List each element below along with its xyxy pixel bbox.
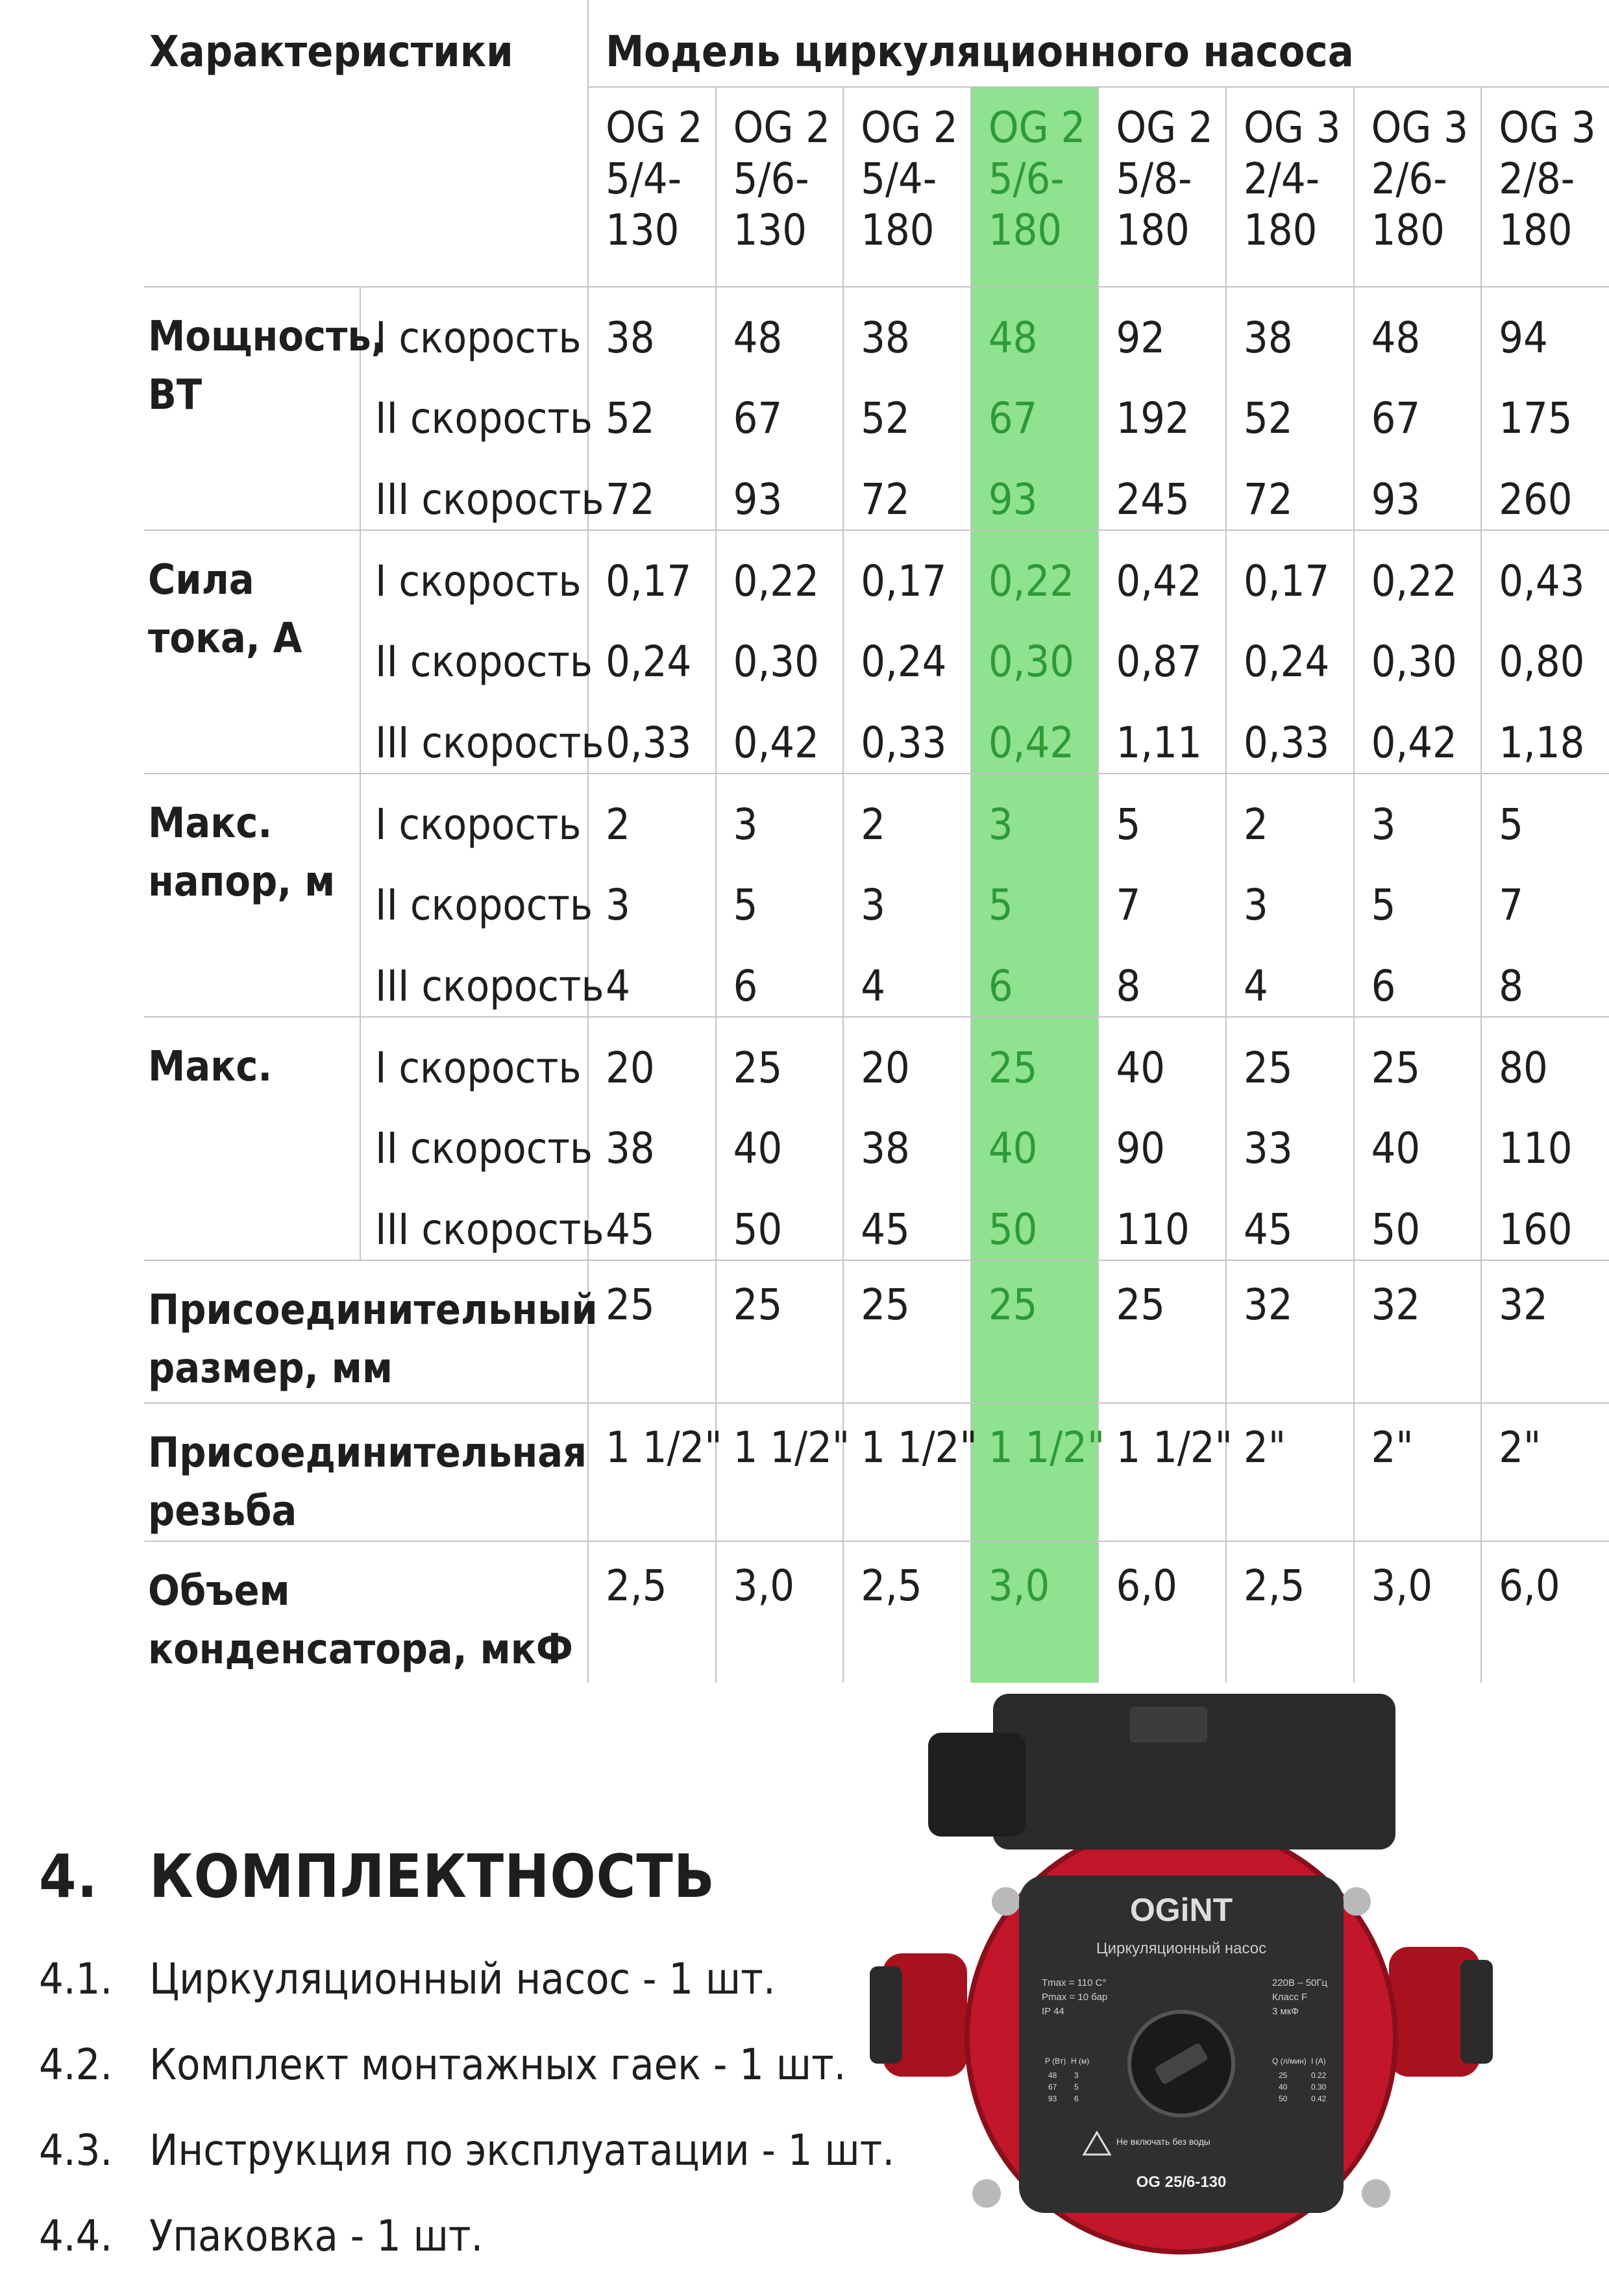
pump-label-r1-h: 3 [1074, 2071, 1079, 2080]
speed-label: I скорость [360, 1017, 588, 1098]
list-item-number: 4.4. [39, 2211, 113, 2261]
row-label: Объем конденсатора, мкФ [144, 1541, 588, 1683]
pump-subtitle: Циркуляционный насос [1096, 1940, 1267, 1957]
table-cell: 45 [843, 1179, 971, 1260]
table-cell: 67 [716, 368, 844, 449]
pump-label-h-h: H (м) [1071, 2057, 1090, 2066]
pump-spec-right-1: 220В – 50Гц [1272, 1977, 1328, 1988]
table-cell: 3 [588, 855, 716, 936]
group-label: Мощность, ВТ [144, 287, 360, 530]
pump-label-h-q: Q (л/мин) [1272, 2057, 1307, 2066]
table-row [144, 1403, 1609, 1541]
table-cell: 93 [1354, 449, 1482, 530]
table-cell: 0,22 [716, 530, 844, 611]
table-cell: 175 [1481, 368, 1609, 449]
table-row [144, 936, 1609, 1017]
table-cell: 4 [843, 936, 971, 1017]
speed-label: II скорость [360, 611, 588, 692]
table-cell: 25 [716, 1260, 844, 1403]
group-label: Макс. напор, м [144, 774, 360, 1017]
table-cell: 38 [843, 287, 971, 368]
pump-label-r3-h: 6 [1074, 2094, 1079, 2103]
table-cell: 1 1/2" [588, 1403, 716, 1541]
row-label: Присоединительный размер, мм [144, 1260, 588, 1403]
table-cell: 48 [971, 287, 1099, 368]
model-name: OG 25/6-180 [988, 103, 1086, 256]
list-item [39, 2210, 894, 2296]
pump-label-r1-q: 25 [1279, 2071, 1288, 2080]
model-name: OG 25/8-180 [1116, 103, 1213, 256]
table-cell: 0,17 [843, 530, 971, 611]
table-cell: 38 [588, 287, 716, 368]
table-cell: 45 [588, 1179, 716, 1260]
table-row [144, 368, 1609, 449]
table-cell: 0,30 [716, 611, 844, 692]
table-cell: 52 [1226, 368, 1354, 449]
table-cell: 7 [1098, 855, 1226, 936]
table-cell: 2,5 [843, 1541, 971, 1683]
table-cell: 0,42 [971, 692, 1099, 774]
model-header-2 [716, 87, 844, 287]
model-name: OG 32/4-180 [1244, 103, 1341, 256]
pump-image [870, 1661, 1493, 2245]
table-cell: 0,42 [716, 692, 844, 774]
table-row [144, 855, 1609, 936]
table-cell: 25 [971, 1017, 1099, 1098]
table-cell: 6,0 [1481, 1541, 1609, 1683]
table-cell: 3 [971, 774, 1099, 855]
table-cell: 0,24 [588, 611, 716, 692]
list-item-text: Упаковка - 1 шт. [149, 2211, 484, 2261]
table-cell: 38 [1226, 287, 1354, 368]
table-cell: 4 [1226, 936, 1354, 1017]
table-cell: 245 [1098, 449, 1226, 530]
group-label: Сила тока, А [144, 530, 360, 774]
table-cell: 2" [1354, 1403, 1482, 1541]
list-item-number: 4.2. [39, 2040, 113, 2090]
list-item-number: 4.1. [39, 1954, 113, 2004]
pump-label-h-i: I (A) [1311, 2057, 1326, 2066]
pump-label-h-p: P (Вт) [1045, 2057, 1066, 2066]
table-cell: 72 [843, 449, 971, 530]
table-cell: 0,22 [1354, 530, 1482, 611]
table-row [144, 287, 1609, 368]
table-cell: 2" [1226, 1403, 1354, 1541]
table-cell: 5 [1481, 774, 1609, 855]
table-cell: 20 [588, 1017, 716, 1098]
table-row [144, 1098, 1609, 1179]
table-cell: 67 [971, 368, 1099, 449]
table-cell: 52 [588, 368, 716, 449]
list-item-text: Циркуляционный насос - 1 шт. [149, 1954, 776, 2004]
table-cell: 1 1/2" [716, 1403, 844, 1541]
model-header-5 [1098, 87, 1226, 287]
table-cell: 52 [843, 368, 971, 449]
table-row [144, 1260, 1609, 1403]
list-item [39, 1953, 894, 2039]
table-cell: 0,17 [1226, 530, 1354, 611]
table-cell: 5 [971, 855, 1099, 936]
model-header-4 [971, 87, 1099, 287]
pump-model: OG 25/6-130 [1136, 2173, 1227, 2191]
table-cell: 6 [716, 936, 844, 1017]
speed-label: III скорость [360, 449, 588, 530]
table-cell: 25 [971, 1260, 1099, 1403]
section-number: 4. [39, 1842, 99, 1911]
table-cell: 2 [588, 774, 716, 855]
table-cell: 4 [588, 936, 716, 1017]
table-cell: 260 [1481, 449, 1609, 530]
table-cell: 32 [1354, 1260, 1482, 1403]
table-cell: 38 [588, 1098, 716, 1179]
table-cell: 40 [716, 1098, 844, 1179]
table-cell: 5 [716, 855, 844, 936]
table-cell: 40 [1354, 1098, 1482, 1179]
table-cell: 5 [1098, 774, 1226, 855]
group-label: Макс. [144, 1017, 360, 1260]
table-cell: 5 [1354, 855, 1482, 936]
table-cell: 0,80 [1481, 611, 1609, 692]
table-cell: 40 [1098, 1017, 1226, 1098]
table-cell: 2 [843, 774, 971, 855]
table-cell: 0,33 [588, 692, 716, 774]
table-cell: 0,42 [1354, 692, 1482, 774]
speed-label: II скорость [360, 368, 588, 449]
table-cell: 6 [1354, 936, 1482, 1017]
row-label: Присоединительная резьба [144, 1403, 588, 1541]
table-cell: 3,0 [971, 1541, 1099, 1683]
table-row [144, 774, 1609, 855]
table-cell: 1 1/2" [843, 1403, 971, 1541]
table-cell: 3 [716, 774, 844, 855]
section-title: КОМПЛЕКТНОСТЬ [149, 1842, 715, 1911]
table-cell: 2" [1481, 1403, 1609, 1541]
list-item-text: Комплект монтажных гаек - 1 шт. [149, 2040, 846, 2090]
speed-label: III скорость [360, 692, 588, 774]
table-cell: 72 [1226, 449, 1354, 530]
table-cell: 8 [1098, 936, 1226, 1017]
table-row [144, 1179, 1609, 1260]
model-name: OG 25/4-130 [606, 103, 703, 256]
table-cell: 0,87 [1098, 611, 1226, 692]
model-header-7 [1354, 87, 1482, 287]
pump-brand: OGiNT [1129, 1892, 1233, 1928]
table-row [144, 530, 1609, 611]
model-name: OG 32/8-180 [1499, 103, 1596, 256]
model-name: OG 25/4-180 [861, 103, 958, 256]
pump-label-r1-p: 48 [1048, 2071, 1057, 2080]
speed-label: III скорость [360, 936, 588, 1017]
table-cell: 1 1/2" [1098, 1403, 1226, 1541]
table-cell: 94 [1481, 287, 1609, 368]
list-item [39, 2039, 894, 2125]
pump-spec-left-2: Pmax = 10 бар [1042, 1992, 1108, 2003]
pump-label-r3-i: 0.42 [1311, 2094, 1327, 2103]
table-cell: 0,17 [588, 530, 716, 611]
model-header-1 [588, 87, 716, 287]
table-cell: 25 [588, 1260, 716, 1403]
table-cell: 50 [716, 1179, 844, 1260]
table-cell: 92 [1098, 287, 1226, 368]
speed-label: II скорость [360, 855, 588, 936]
speed-label: II скорость [360, 1098, 588, 1179]
table-cell: 50 [1354, 1179, 1482, 1260]
table-cell: 0,22 [971, 530, 1099, 611]
table-cell: 25 [843, 1260, 971, 1403]
speed-label: I скорость [360, 287, 588, 368]
table-cell: 93 [716, 449, 844, 530]
table-cell: 2 [1226, 774, 1354, 855]
pump-label-r2-i: 0.30 [1311, 2082, 1327, 2092]
pump-spec-left-3: IP 44 [1042, 2006, 1064, 2017]
table-cell: 20 [843, 1017, 971, 1098]
table-cell: 6 [971, 936, 1099, 1017]
table-cell: 0,24 [843, 611, 971, 692]
kit-list [39, 1953, 894, 2296]
table-cell: 0,24 [1226, 611, 1354, 692]
model-header-8 [1481, 87, 1609, 287]
table-cell: 160 [1481, 1179, 1609, 1260]
pump-warning: Не включать без воды [1116, 2136, 1210, 2147]
table-cell: 1 1/2" [971, 1403, 1099, 1541]
table-cell: 3 [1226, 855, 1354, 936]
model-name: OG 25/6-130 [733, 103, 831, 256]
table-cell: 0,42 [1098, 530, 1226, 611]
table-cell: 32 [1481, 1260, 1609, 1403]
table-cell: 93 [971, 449, 1099, 530]
pump-label-r3-q: 50 [1279, 2094, 1288, 2103]
table-cell: 2,5 [1226, 1541, 1354, 1683]
header-model: Модель циркуляционного насоса [588, 0, 1609, 87]
table-row [144, 1017, 1609, 1098]
speed-label: III скорость [360, 1179, 588, 1260]
table-row [144, 449, 1609, 530]
table-cell: 25 [1226, 1017, 1354, 1098]
header-characteristics: Характеристики [149, 27, 513, 77]
table-cell: 48 [1354, 287, 1482, 368]
table-row [144, 611, 1609, 692]
speed-label: I скорость [360, 530, 588, 611]
table-cell: 3 [843, 855, 971, 936]
table-cell: 0,33 [843, 692, 971, 774]
pump-label-r2-q: 40 [1279, 2082, 1288, 2092]
pump-spec-right-2: Класс F [1272, 1992, 1308, 2003]
list-item [39, 2125, 894, 2210]
list-item-number: 4.3. [39, 2125, 113, 2175]
table-cell: 110 [1481, 1098, 1609, 1179]
table-cell: 50 [971, 1179, 1099, 1260]
table-cell: 1,18 [1481, 692, 1609, 774]
spec-table [144, 0, 1609, 1683]
table-cell: 6,0 [1098, 1541, 1226, 1683]
model-header-6 [1226, 87, 1354, 287]
pump-spec-right-3: 3 мкФ [1272, 2006, 1299, 2017]
table-cell: 80 [1481, 1017, 1609, 1098]
pump-label-r3-p: 93 [1048, 2094, 1057, 2103]
pump-label-r1-i: 0.22 [1311, 2071, 1327, 2080]
table-cell: 67 [1354, 368, 1482, 449]
model-name: OG 32/6-180 [1371, 103, 1469, 256]
speed-label: I скорость [360, 774, 588, 855]
section-heading [39, 1842, 715, 1911]
table-cell: 72 [588, 449, 716, 530]
table-cell: 3,0 [716, 1541, 844, 1683]
table-cell: 0,33 [1226, 692, 1354, 774]
header-spacer [144, 87, 588, 287]
table-cell: 40 [971, 1098, 1099, 1179]
table-cell: 38 [843, 1098, 971, 1179]
table-cell: 0,30 [971, 611, 1099, 692]
table-cell: 25 [1098, 1260, 1226, 1403]
table-cell: 3 [1354, 774, 1482, 855]
table-cell: 3,0 [1354, 1541, 1482, 1683]
table-row [144, 692, 1609, 774]
table-cell: 8 [1481, 936, 1609, 1017]
table-cell: 7 [1481, 855, 1609, 936]
model-header-3 [843, 87, 971, 287]
table-cell: 2,5 [588, 1541, 716, 1683]
table-cell: 192 [1098, 368, 1226, 449]
table-cell: 1,11 [1098, 692, 1226, 774]
table-cell: 25 [1354, 1017, 1482, 1098]
pump-label-r2-h: 5 [1074, 2082, 1079, 2092]
table-cell: 90 [1098, 1098, 1226, 1179]
table-cell: 32 [1226, 1260, 1354, 1403]
table-cell: 48 [716, 287, 844, 368]
pump-spec-left-1: Tmax = 110 C° [1042, 1977, 1107, 1988]
table-cell: 33 [1226, 1098, 1354, 1179]
table-cell: 45 [1226, 1179, 1354, 1260]
list-item-text: Инструкция по эксплуатации - 1 шт. [149, 2125, 895, 2175]
table-cell: 25 [716, 1017, 844, 1098]
table-cell: 0,43 [1481, 530, 1609, 611]
table-cell: 0,30 [1354, 611, 1482, 692]
pump-label-r2-p: 67 [1048, 2082, 1057, 2092]
table-cell: 110 [1098, 1179, 1226, 1260]
